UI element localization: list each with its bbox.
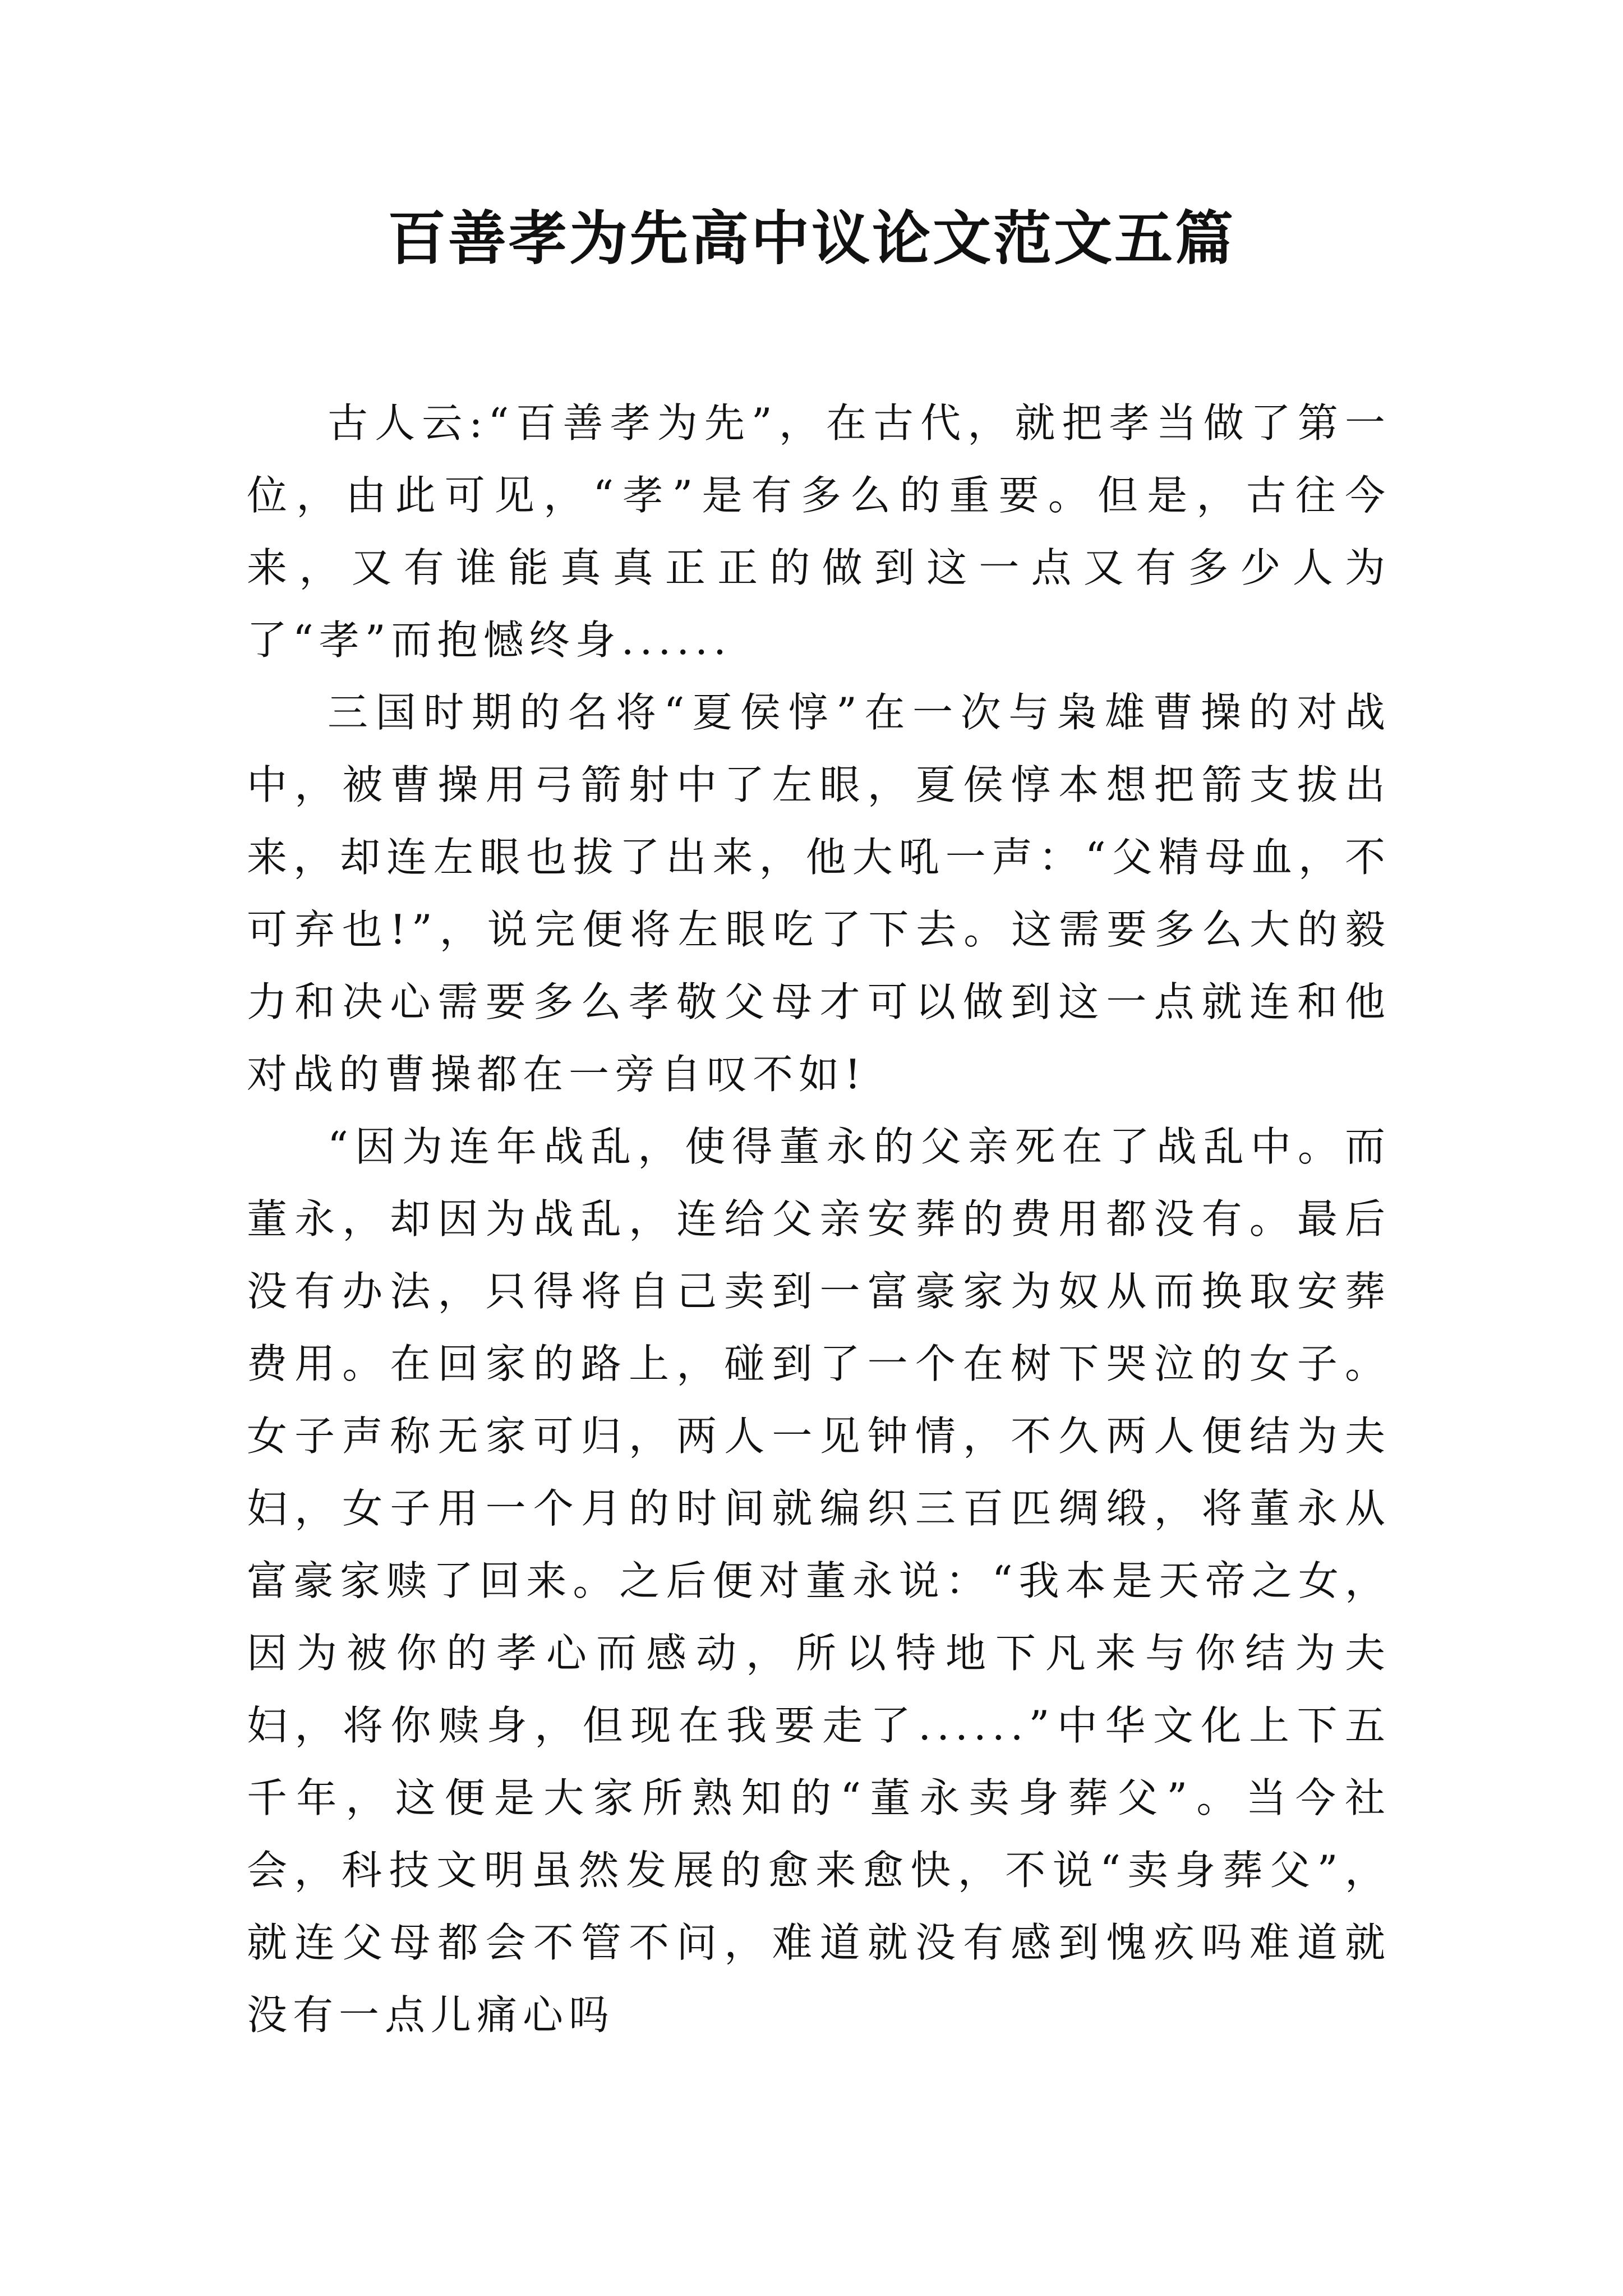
paragraph-1: 古人云:“百善孝为先”，在古代，就把孝当做了第一位，由此可见，“孝”是有多么的重要。但是，古往今来，又有谁能真真正正的做到这一点又有多少人为了“孝”而抱憾终身......: [247, 399, 1391, 664]
document-title: 百善孝为先高中议论文范文五篇: [387, 204, 1235, 273]
paragraph-2: 三国时期的名将“夏侯惇”在一次与枭雄曹操的对战中，被曹操用弓箭射中了左眼，夏侯惇本想把箭支拔出来，却连左眼也拔了出来，他大吼一声：“父精母血，不可弃也!”，说完便将左眼吃了下去。这需要多么大的毅力和决心需要多么孝敬父母才可以做到这一点就连和他对战的曹操都在一旁自叹不如!: [247, 689, 1391, 1098]
document-body: [247, 387, 1391, 2051]
paragraph-3: “因为连年战乱，使得董永的父亲死在了战乱中。而董永，却因为战乱，连给父亲安葬的费用都没有。最后没有办法，只得将自己卖到一富豪家为奴从而换取安葬费用。在回家的路上，碰到了一个在树下哭泣的女子。女子声称无家可归，两人一见钟情，不久两人便结为夫妇，女子用一个月的时间就编织三百匹绸缎，将董永从富豪家赎了回来。之后便对董永说：“我本是天帝之女，因为被你的孝心而感动，所以特地下凡来与你结为夫妇，将你赎身，但现在我要走了......”中华文化上下五千年，这便是大家所熟知的“董永卖身葬父”。当今社会，科技文明虽然发展的愈来愈快，不说“卖身葬父”，就连父母都会不管不问，难道就没有感到愧疚吗难道就没有一点儿痛心吗: [247, 1123, 1391, 2039]
